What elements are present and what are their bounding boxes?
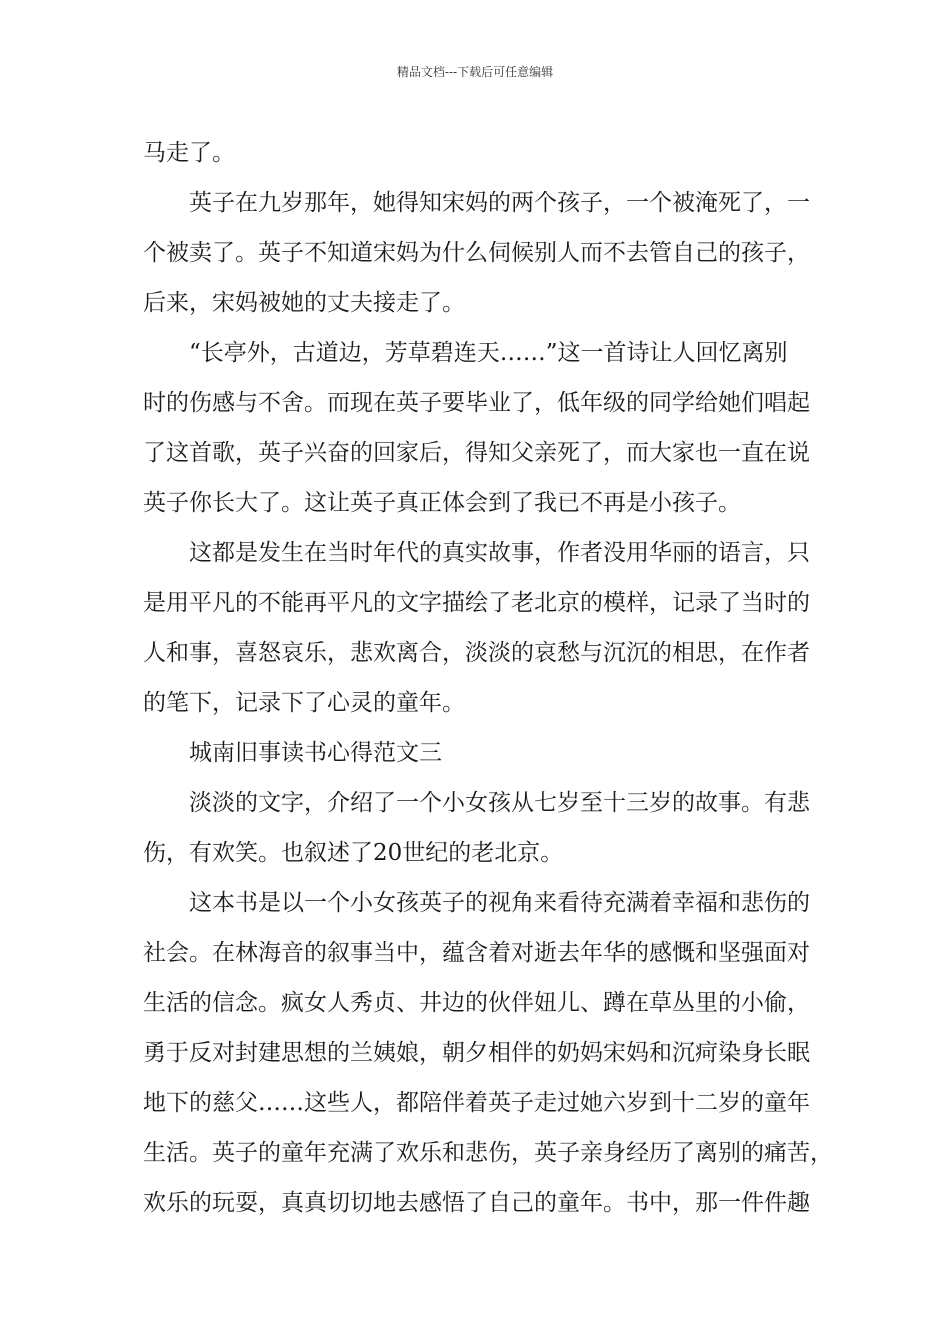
text-line: 地下的慈父……这些人，都陪伴着英子走过她六岁到十二岁的童年 — [143, 1090, 810, 1116]
document-body — [143, 128, 833, 1228]
text-line: 了这首歌，英子兴奋的回家后，得知父亲死了，而大家也一直在说 — [143, 440, 810, 466]
paragraph-first-line: 英子在九岁那年，她得知宋妈的两个孩子，一个被淹死了，一 — [189, 190, 810, 216]
text-line: 英子你长大了。这让英子真正体会到了我已不再是小孩子。 — [143, 490, 741, 516]
text-line: 的笔下，记录下了心灵的童年。 — [143, 690, 465, 716]
text-line: 勇于反对封建思想的兰姨娘，朝夕相伴的奶妈宋妈和沉疴染身长眠 — [143, 1040, 810, 1066]
text-line: 欢乐的玩耍，真真切切地去感悟了自己的童年。书中，那一件件趣 — [143, 1190, 810, 1216]
text-line: 生活。英子的童年充满了欢乐和悲伤，英子亲身经历了离别的痛苦， — [143, 1140, 833, 1166]
page-header: 精品文档---下载后可任意编辑 — [396, 65, 554, 79]
text-line: 伤，有欢笑。也叙述了20世纪的老北京。 — [143, 840, 564, 866]
text-line: 人和事，喜怒哀乐，悲欢离合，淡淡的哀愁与沉沉的相思，在作者 — [143, 640, 810, 666]
paragraph-first-line: 这本书是以一个小女孩英子的视角来看待充满着幸福和悲伤的 — [189, 890, 810, 916]
text-line: 马走了。 — [143, 140, 235, 166]
text-line: 个被卖了。英子不知道宋妈为什么伺候别人而不去管自己的孩子， — [143, 240, 810, 266]
text-line: 时的伤感与不舍。而现在英子要毕业了，低年级的同学给她们唱起 — [143, 390, 810, 416]
text-line: 社会。在林海音的叙事当中，蕴含着对逝去年华的感慨和坚强面对 — [143, 940, 810, 966]
text-line: 是用平凡的不能再平凡的文字描绘了老北京的模样，记录了当时的 — [143, 590, 810, 616]
text-line: 生活的信念。疯女人秀贞、井边的伙伴妞儿、蹲在草丛里的小偷， — [143, 990, 810, 1016]
text-line: 后来，宋妈被她的丈夫接走了。 — [143, 290, 465, 316]
section-heading: 城南旧事读书心得范文三 — [189, 740, 442, 766]
paragraph-first-line: 淡淡的文字，介绍了一个小女孩从七岁至十三岁的故事。有悲 — [189, 790, 810, 816]
paragraph-first-line: “长亭外，古道边，芳草碧连天……”这一首诗让人回忆离别 — [189, 340, 788, 366]
paragraph-first-line: 这都是发生在当时年代的真实故事，作者没用华丽的语言，只 — [189, 540, 810, 566]
